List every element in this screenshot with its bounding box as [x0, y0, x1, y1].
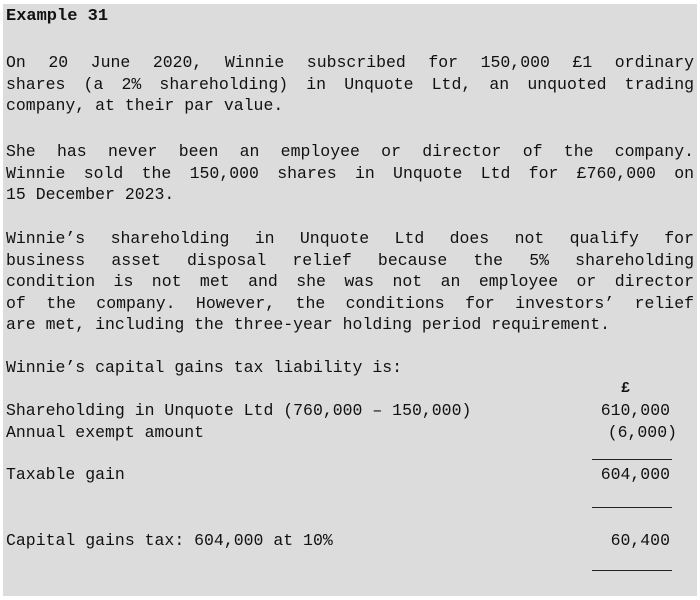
currency-header: £: [621, 380, 631, 397]
paragraph-sale: [6, 141, 694, 206]
row-label: Annual exempt amount: [6, 423, 205, 442]
paragraph-line: Winnie’s capital gains tax liability is:: [6, 358, 403, 377]
example-title: Example 31: [6, 7, 109, 26]
paragraph-line: company, at their par value.: [6, 96, 284, 115]
subtotal-rule: [592, 459, 672, 460]
row-label: Capital gains tax: 604,000 at 10%: [6, 531, 333, 550]
row-amount: 604,000: [600, 465, 670, 484]
row-amount: (6,000): [607, 423, 677, 442]
total-rule: [592, 507, 672, 508]
paragraph-line: business asset disposal relief because the 5% shareholding: [6, 250, 694, 270]
row-amount: 610,000: [600, 401, 670, 420]
computation-row-exempt: [6, 422, 694, 444]
final-rule: [592, 570, 672, 571]
paragraph-line: condition is not met and she was not an employee or director: [6, 272, 694, 291]
paragraph-line: Winnie sold the 150,000 shares in Unquote Ltd for £760,000 on: [6, 163, 694, 183]
example-panel: [3, 4, 697, 596]
paragraph-line: are met, including the three-year holding period requirement.: [6, 315, 610, 334]
paragraph-line: Winnie’s shareholding in Unquote Ltd does not qualify for: [6, 229, 694, 248]
row-label: Shareholding in Unquote Ltd (760,000 – 150,000): [6, 401, 472, 420]
paragraph-relief: [6, 228, 694, 336]
row-amount: 60,400: [610, 531, 670, 550]
paragraph-liability-intro: [6, 357, 694, 379]
paragraph-line: On 20 June 2020, Winnie subscribed for 150,000 £1 ordinary: [6, 53, 694, 72]
paragraph-line: shares (a 2% shareholding) in Unquote Ltd, an unquoted trading: [6, 74, 694, 94]
paragraph-line: of the company. However, the conditions for investors’ relief: [6, 293, 694, 313]
paragraph-subscription: [6, 52, 694, 117]
paragraph-line: 15 December 2023.: [6, 185, 175, 204]
computation-row-shareholding: [6, 400, 694, 422]
paragraph-line: She has never been an employee or director of the company.: [6, 142, 694, 161]
row-label: Taxable gain: [6, 465, 125, 484]
computation-row-taxable-gain: [6, 464, 694, 486]
computation-row-cgt: [6, 530, 694, 552]
